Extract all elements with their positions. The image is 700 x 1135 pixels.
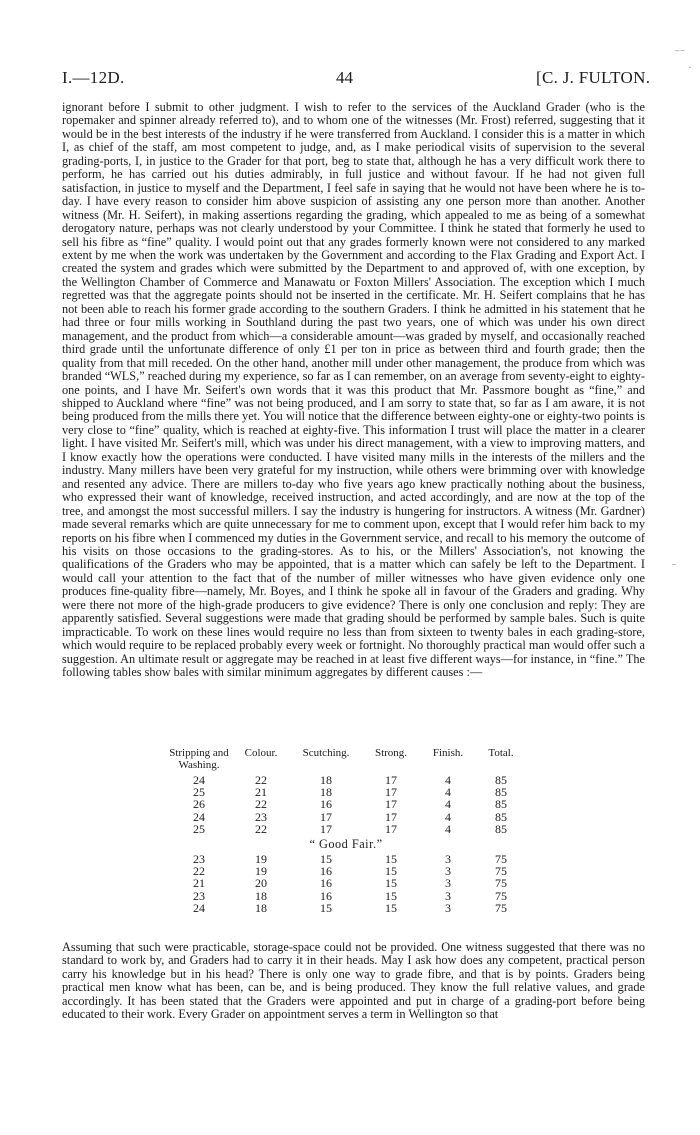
table-cell: 4 — [445, 809, 451, 824]
table-cell: 3 — [445, 876, 451, 891]
table-cell: 75 — [495, 888, 507, 903]
table-cell: 15 — [320, 900, 332, 915]
table-cell: 85 — [495, 821, 507, 836]
table-cell: 19 — [255, 852, 267, 867]
table-cell: 15 — [385, 852, 397, 867]
good-fair-caption: “ Good Fair.” — [309, 837, 383, 852]
table-cell: 17 — [385, 821, 397, 836]
column-header: Scutching. — [302, 747, 350, 759]
column-header: Stripping and Washing. — [169, 747, 229, 771]
column-header: Colour. — [244, 747, 278, 759]
table-cell: 75 — [495, 852, 507, 867]
table-row — [166, 877, 526, 889]
table-row — [166, 798, 526, 810]
table-row — [166, 865, 526, 877]
table-cell: 15 — [385, 876, 397, 891]
table-cell: 4 — [445, 773, 451, 787]
table-cell: 22 — [193, 864, 205, 879]
table-cell: 18 — [320, 785, 332, 800]
table-cell: 22 — [255, 821, 267, 836]
table-row — [166, 823, 526, 835]
table-cell: 4 — [445, 797, 451, 812]
page-number: 44 — [336, 68, 353, 87]
table-cell: 19 — [255, 864, 267, 879]
fine-grade-rows — [166, 774, 526, 835]
grading-tables — [166, 748, 526, 914]
table-cell: 17 — [385, 797, 397, 812]
table-cell: 15 — [320, 852, 332, 867]
table-cell: 17 — [320, 821, 332, 836]
table-cell: 20 — [255, 876, 267, 891]
table-cell: 24 — [193, 773, 205, 787]
table-cell: 25 — [193, 785, 205, 800]
table-cell: 16 — [320, 864, 332, 879]
table-cell: 18 — [255, 900, 267, 915]
table-cell: 3 — [445, 888, 451, 903]
table-cell: 3 — [445, 900, 451, 915]
good-fair-table — [166, 853, 526, 914]
table-cell: 22 — [255, 773, 267, 787]
table-cell: 16 — [320, 888, 332, 903]
table-cell: 21 — [255, 785, 267, 800]
good-fair-rows — [166, 853, 526, 914]
table-cell: 26 — [193, 797, 205, 812]
table-cell: 22 — [255, 797, 267, 812]
table-cell: 75 — [495, 900, 507, 915]
table-row — [166, 853, 526, 865]
table-cell: 85 — [495, 809, 507, 824]
body-paragraph: Assuming that such were practicable, storage-space could not be provided. One witness suggested that there was no standard to work by, and Graders had to carry it in their heads. May I ask how does any competent, practical person carry his knowledge but in his head? There is only one way to grade fibre, and that is by points. Graders being practical men know what has been, can be, and is being produced. They know the full relative values, and grade accordingly. It has been stated that the Graders were appointed and put in charge of a grading-port before being educated to their work. Every Grader on appointment serves a term in Wellington so that — [62, 940, 645, 1022]
table-cell: 17 — [385, 773, 397, 787]
table-cell: 16 — [320, 876, 332, 891]
header-witness-name: [C. J. FULTON. — [536, 68, 651, 87]
table-header-row — [166, 748, 526, 774]
header-reference: I.—12D. — [62, 68, 125, 87]
column-header: Finish. — [432, 747, 464, 759]
margin-mark: · — [688, 60, 692, 74]
table-cell: 18 — [320, 773, 332, 787]
table-cell: 23 — [193, 852, 205, 867]
margin-mark: ˉ — [672, 560, 676, 574]
table-cell: 75 — [495, 876, 507, 891]
table-cell: 15 — [385, 864, 397, 879]
table-cell: 23 — [255, 809, 267, 824]
column-header: Total. — [488, 747, 514, 759]
table-row — [166, 811, 526, 823]
table-cell: 3 — [445, 852, 451, 867]
table-cell: 16 — [320, 797, 332, 812]
table-cell: 23 — [193, 888, 205, 903]
table-cell: 25 — [193, 821, 205, 836]
fine-grade-table — [166, 748, 526, 835]
table-cell: 15 — [385, 888, 397, 903]
table-cell: 17 — [385, 785, 397, 800]
column-header: Strong. — [374, 747, 408, 759]
table-cell: 24 — [193, 900, 205, 915]
table-cell: 85 — [495, 773, 507, 787]
table-cell: 17 — [320, 809, 332, 824]
margin-mark: ⁻ˉ — [674, 46, 685, 60]
table-cell: 21 — [193, 876, 205, 891]
table-row — [166, 902, 526, 914]
table-cell: 75 — [495, 864, 507, 879]
table-cell: 15 — [385, 900, 397, 915]
table-cell: 24 — [193, 809, 205, 824]
table-cell: 85 — [495, 785, 507, 800]
table-row — [166, 774, 526, 786]
table-cell: 18 — [255, 888, 267, 903]
body-paragraph: ignorant before I submit to other judgment. I wish to refer to the services of the Auckland Grader (who is the ropemaker and spinner already referred to), and to whom one of the witnesses (Mr. Frost) referred, suggesting that it would be in the best interests of the industry if he were transferred from Auckland. I consider this is a matter in which I, as chief of the staff, am most competent to judge, and, as I make periodical visits of supervision to the several grading-ports, I, in justice to the Grader for that port, beg to state that, although he has a very difficult work there to perform, he has carried out his duties admirably, in full justice and without favour. If he had not given full satisfaction, in justice to myself and the Department, I feel safe in saying that he would not have been where he is to-day. I have every reason to consider him above suspicion of assisting any one person more than another. Another witness (Mr. H. Seifert), in making assertions regarding the grading, which appealed to me as being of a somewhat derogatory nature, perhaps was not clearly understood by your Committee. I think he stated that formerly he used to sell his fibre as “fine” quality. I would point out that any grades formerly known were not considered to any marked extent by me when the work was undertaken by the Government and according to the Flax Grading and Export Act. I created the system and grades which were submitted by the Department to and approved of, with one exception, by the Wellington Chamber of Commerce and Manawatu or Foxton Millers' Association. The exception which I much regretted was that the aggregate points should not be inserted in the certificate. Mr. H. Seifert complains that he has not been able to reach his former grade according to the southern Graders. I think he admitted in his statement that he had three or four mills working in Southland during the past two years, one of which was under his own direct management, and the product from which—a considerable amount—was graded by myself, and occasionally reached third grade until the unfortunate difference of only £1 per ton in price as between third and fourth grade; then the quality from that mill receded. On the other hand, another mill under other management, the produce from which was branded “WLS,” reached during my experience, so far as I can remember, on an average from seventy-eight to eighty-one points, and I have Mr. Seifert's own words that it was this product that Mr. Passmore bought as “fine,” and shipped to Auckland where “fine” was not being produced, and I am sorry to state that, so far as I am aware, it is not being produced from the mills there yet. You will notice that the difference between eighty-one or eighty-two points is very close to “fine” quality, which is reached at eighty-five. This information I trust will place the matter in a clearer light. I have visited Mr. Seifert's mill, which was under his direct management, with a view to improving matters, and I know exactly how the operations were conducted. I have visited many mills in the interests of the millers and the industry. Many millers have been very grateful for my instruction, while others were brimming over with knowledge and resented any advice. There are millers to-day who five years ago knew practically nothing about the business, who expressed their want of knowledge, received instruction, and acted accordingly, and are now at the top of the tree, and amongst the most successful millers. I say the industry is hungering for instructors. A witness (Mr. Gardner) made several remarks which are quite unnecessary for me to comment upon, except that I would refer him back to my reports on his fibre when I commenced my duties in the Government service, and recall to his memory the outcome of his visits on those occasions to the grading-stores. As to his, or the Millers' Association's, not knowing the qualifications of the Graders who may be appointed, that is a matter which can safely be left to the Department. I would call your attention to the fact that of the number of miller witnesses who have given evidence only one produces fine-quality fibre—namely, Mr. Boyes, and I think he spoke all in favour of the Graders and grading. Why were there not more of the high-grade producers to give evidence? There is only one conclusion and reply: They are apparently satisfied. Several suggestions were made that grading should be performed by sample bales. Such is quite impracticable. To work on these lines would require no less than from sixteen to twenty bales in each grading-store, which would require to be replaced probably every week or fortnight. No thoroughly practical man would offer such a suggestion. An ultimate result or aggregate may be reached in at least five different ways—for instance, in “fine.” The following tables show bales with similar minimum aggregates by different causes :— — [62, 100, 645, 680]
table-cell: 3 — [445, 864, 451, 879]
table-cell: 4 — [445, 821, 451, 836]
table-cell: 85 — [495, 797, 507, 812]
table-row — [166, 890, 526, 902]
table-cell: 4 — [445, 785, 451, 800]
table-row — [166, 786, 526, 798]
table-cell: 17 — [385, 809, 397, 824]
